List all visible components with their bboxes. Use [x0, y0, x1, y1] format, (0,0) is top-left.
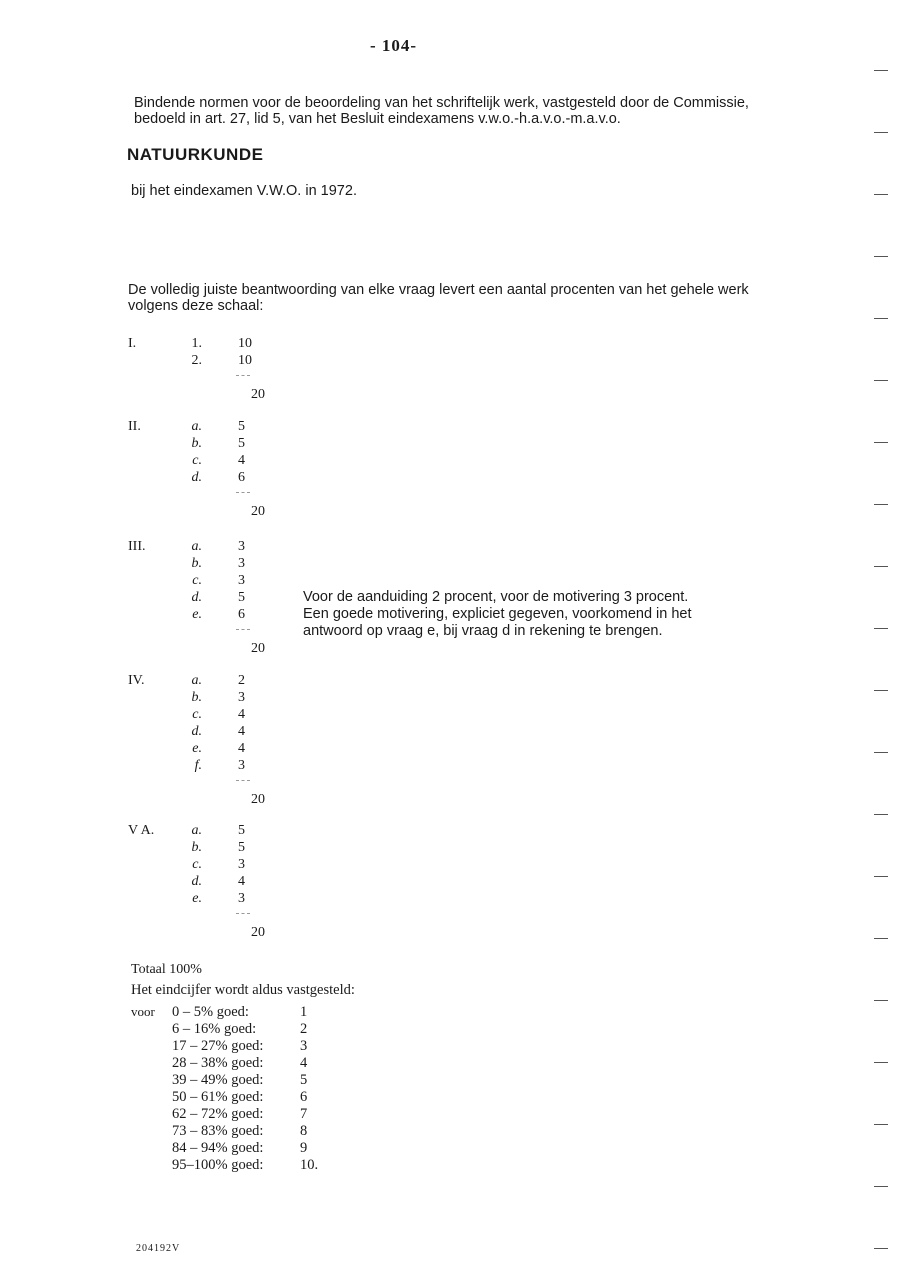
question-label: b. — [191, 436, 202, 451]
question-points: 3 — [238, 857, 245, 872]
subtotal-rule — [236, 629, 250, 630]
question-label: d. — [191, 590, 202, 605]
intro-text — [134, 95, 749, 127]
margin-tick — [874, 504, 888, 505]
margin-tick — [874, 752, 888, 753]
section-total: 20 — [251, 925, 265, 940]
question-points: 4 — [238, 724, 245, 739]
question-points: 4 — [238, 707, 245, 722]
question-label: e. — [192, 607, 202, 622]
question-points: 5 — [238, 590, 245, 605]
question-points: 5 — [238, 436, 245, 451]
margin-tick — [874, 194, 888, 195]
margin-tick — [874, 1186, 888, 1187]
subtotal-rule — [236, 492, 250, 493]
section-total: 20 — [251, 641, 265, 656]
grade-range: 17 – 27% goed: — [172, 1038, 264, 1054]
scale-intro-line-1: De volledig juiste beantwoording van elke vraag levert een aantal procenten van het gehele werk — [128, 282, 749, 298]
section-label: I. — [128, 336, 137, 351]
question-points: 3 — [238, 556, 245, 571]
question-label: f. — [194, 758, 202, 773]
grade-value: 1 — [300, 1004, 308, 1020]
question-label: a. — [191, 673, 202, 688]
question-label: e. — [192, 741, 202, 756]
margin-tick — [874, 1124, 888, 1125]
question-label: b. — [191, 690, 202, 705]
margin-tick — [874, 628, 888, 629]
question-label: b. — [191, 840, 202, 855]
intro-line-1: Bindende normen voor de beoordeling van het schriftelijk werk, vastgesteld door de Commissie, — [134, 95, 749, 111]
scale-intro — [128, 282, 749, 314]
margin-tick — [874, 442, 888, 443]
final-grade-intro: Het eindcijfer wordt aldus vastgesteld: — [131, 982, 355, 998]
section-label: V A. — [128, 823, 155, 838]
question-points: 10 — [238, 336, 252, 351]
grade-range: 39 – 49% goed: — [172, 1072, 264, 1088]
page-number: - 104- — [370, 36, 418, 55]
margin-tick — [874, 938, 888, 939]
question-points: 3 — [238, 690, 245, 705]
margin-tick — [874, 690, 888, 691]
question-points: 3 — [238, 891, 245, 906]
question-label: c. — [192, 707, 202, 722]
grade-value: 8 — [300, 1123, 308, 1139]
question-points: 5 — [238, 840, 245, 855]
grade-value: 2 — [300, 1021, 308, 1037]
grade-value: 10. — [300, 1157, 319, 1173]
margin-tick — [874, 814, 888, 815]
question-label: a. — [191, 539, 202, 554]
question-points: 2 — [238, 673, 245, 688]
note-line-1: Voor de aanduiding 2 procent, voor de motivering 3 procent. — [303, 589, 689, 605]
grade-range: 6 – 16% goed: — [172, 1021, 257, 1037]
margin-tick — [874, 318, 888, 319]
question-label: d. — [191, 724, 202, 739]
section-total: 20 — [251, 504, 265, 519]
grade-range: 50 – 61% goed: — [172, 1089, 264, 1105]
question-label: c. — [192, 573, 202, 588]
question-points: 4 — [238, 874, 245, 889]
grade-range: 0 – 5% goed: — [172, 1004, 249, 1020]
note-line-2: Een goede motivering, expliciet gegeven, voorkomend in het — [303, 606, 692, 622]
section-label: II. — [128, 419, 141, 434]
grade-value: 3 — [300, 1038, 308, 1054]
grade-range: 84 – 94% goed: — [172, 1140, 264, 1156]
margin-tick — [874, 876, 888, 877]
grade-value: 6 — [300, 1089, 308, 1105]
margin-tick — [874, 70, 888, 71]
exam-line: bij het eindexamen V.W.O. in 1972. — [131, 183, 357, 199]
section-iii-note — [303, 589, 692, 640]
question-points: 3 — [238, 758, 245, 773]
scale-intro-line-2: volgens deze schaal: — [128, 298, 264, 314]
margin-tick — [874, 256, 888, 257]
question-points: 3 — [238, 573, 245, 588]
subject-heading: NATUURKUNDE — [127, 145, 264, 164]
question-points: 5 — [238, 823, 245, 838]
question-label: e. — [192, 891, 202, 906]
grade-value: 7 — [300, 1106, 308, 1122]
grade-range: 73 – 83% goed: — [172, 1123, 264, 1139]
margin-tick — [874, 1000, 888, 1001]
subtotal-rule — [236, 913, 250, 914]
section-total: 20 — [251, 387, 265, 402]
question-label: 2. — [191, 353, 202, 368]
margin-tick — [874, 380, 888, 381]
grade-range: 95–100% goed: — [172, 1157, 264, 1173]
footer-code: 204192V — [136, 1243, 181, 1254]
question-label: c. — [192, 453, 202, 468]
margin-tick — [874, 1062, 888, 1063]
question-label: 1. — [191, 336, 202, 351]
question-label: d. — [191, 874, 202, 889]
question-points: 3 — [238, 539, 245, 554]
question-label: c. — [192, 857, 202, 872]
grade-value: 9 — [300, 1140, 308, 1156]
question-points: 5 — [238, 419, 245, 434]
question-points: 6 — [238, 607, 245, 622]
total-percent: Totaal 100% — [131, 962, 202, 977]
note-line-3: antwoord op vraag e, bij vraag d in rekening te brengen. — [303, 623, 663, 639]
section-label: III. — [128, 539, 146, 554]
question-points: 4 — [238, 453, 245, 468]
question-points: 6 — [238, 470, 245, 485]
grade-range: 28 – 38% goed: — [172, 1055, 264, 1071]
intro-line-2: bedoeld in art. 27, lid 5, van het Besluit eindexamens v.w.o.-h.a.v.o.-m.a.v.o. — [134, 111, 621, 127]
margin-tick — [874, 132, 888, 133]
grade-range: 62 – 72% goed: — [172, 1106, 264, 1122]
question-label: a. — [191, 823, 202, 838]
margin-tick — [874, 1248, 888, 1249]
section-label: IV. — [128, 673, 145, 688]
grade-voor-label: voor — [131, 1004, 155, 1019]
question-label: d. — [191, 470, 202, 485]
question-points: 4 — [238, 741, 245, 756]
question-label: a. — [191, 419, 202, 434]
grade-value: 5 — [300, 1072, 308, 1088]
grade-value: 4 — [300, 1055, 308, 1071]
subtotal-rule — [236, 780, 250, 781]
question-label: b. — [191, 556, 202, 571]
section-total: 20 — [251, 792, 265, 807]
question-points: 10 — [238, 353, 252, 368]
subtotal-rule — [236, 375, 250, 376]
margin-tick — [874, 566, 888, 567]
